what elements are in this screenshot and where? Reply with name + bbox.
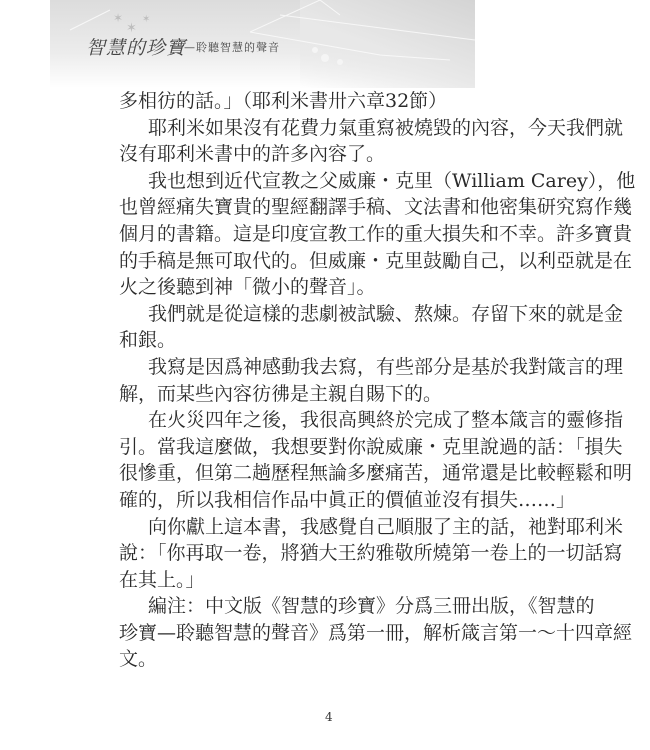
page-number: 4 (325, 710, 333, 724)
text-line: 個月的書籍。這是印度宣教工作的重大損失和不幸。許多寶貴 (119, 222, 633, 245)
page-body-text (119, 88, 636, 673)
text-line: 我也想到近代宣教之父威廉・克里（William Carey），他 (148, 169, 636, 192)
text-line: 也曾經痛失寶貴的聖經翻譯手稿、文法書和他密集研究寫作幾 (119, 196, 633, 219)
text-line: 沒有耶利米書中的許多內容了。 (119, 143, 386, 166)
text-line: 解，而某些內容彷彿是主親自賜下的。 (119, 382, 443, 405)
text-line: 編注：中文版《智慧的珍寶》分爲三冊出版，《智慧的 (148, 595, 595, 618)
text-line: 多相彷的話。」（耶利米書卅六章32節） (119, 90, 448, 112)
book-subtitle: ——聆聽智慧的聲音 (172, 41, 280, 54)
text-line: 在火災四年之後，我很高興終於完成了整本箴言的靈修指 (148, 409, 624, 432)
text-line: 引。當我這麼做，我想要對你說威廉・克里說過的話：「損失 (119, 435, 623, 458)
text-line: 說：「你再取一卷，將猶大王約雅敬所燒第一卷上的一切話寫 (119, 542, 623, 565)
text-line: 確的，所以我相信作品中眞正的價値並沒有損失……」 (119, 488, 576, 511)
text-line: 在其上。」 (119, 568, 205, 591)
text-line: 我寫是因爲神感動我去寫，有些部分是基於我對箴言的理 (148, 355, 624, 378)
text-line: 的手稿是無可取代的。但威廉・克里鼓勵自己，以利亞就是在 (119, 249, 633, 272)
text-line: 我們就是從這樣的悲劇被試驗、熬煉。存留下來的就是金 (148, 302, 624, 325)
svg-text:✶: ✶ (142, 14, 151, 25)
text-line: 文。 (119, 648, 158, 671)
svg-text:✶: ✶ (126, 21, 137, 36)
text-line: 很慘重，但第二趟歷程無論多麼痛苦，通常還是比較輕鬆和明 (119, 462, 633, 485)
text-line: 珍寶—聆聽智慧的聲音》爲第一冊，解析箴言第一～十四章經 (119, 621, 633, 644)
text-line: 和銀。 (119, 329, 177, 352)
text-line: 火之後聽到神「微小的聲音」。 (119, 276, 376, 299)
text-line: 向你獻上這本書，我感覺自己順服了主的話，祂對耶利米 (148, 515, 624, 538)
svg-text:✶: ✶ (113, 11, 124, 25)
book-title: 智慧的珍寶 (86, 37, 187, 59)
text-line: 耶利米如果沒有花費力氣重寫被燒毀的內容，今天我們就 (148, 116, 624, 139)
